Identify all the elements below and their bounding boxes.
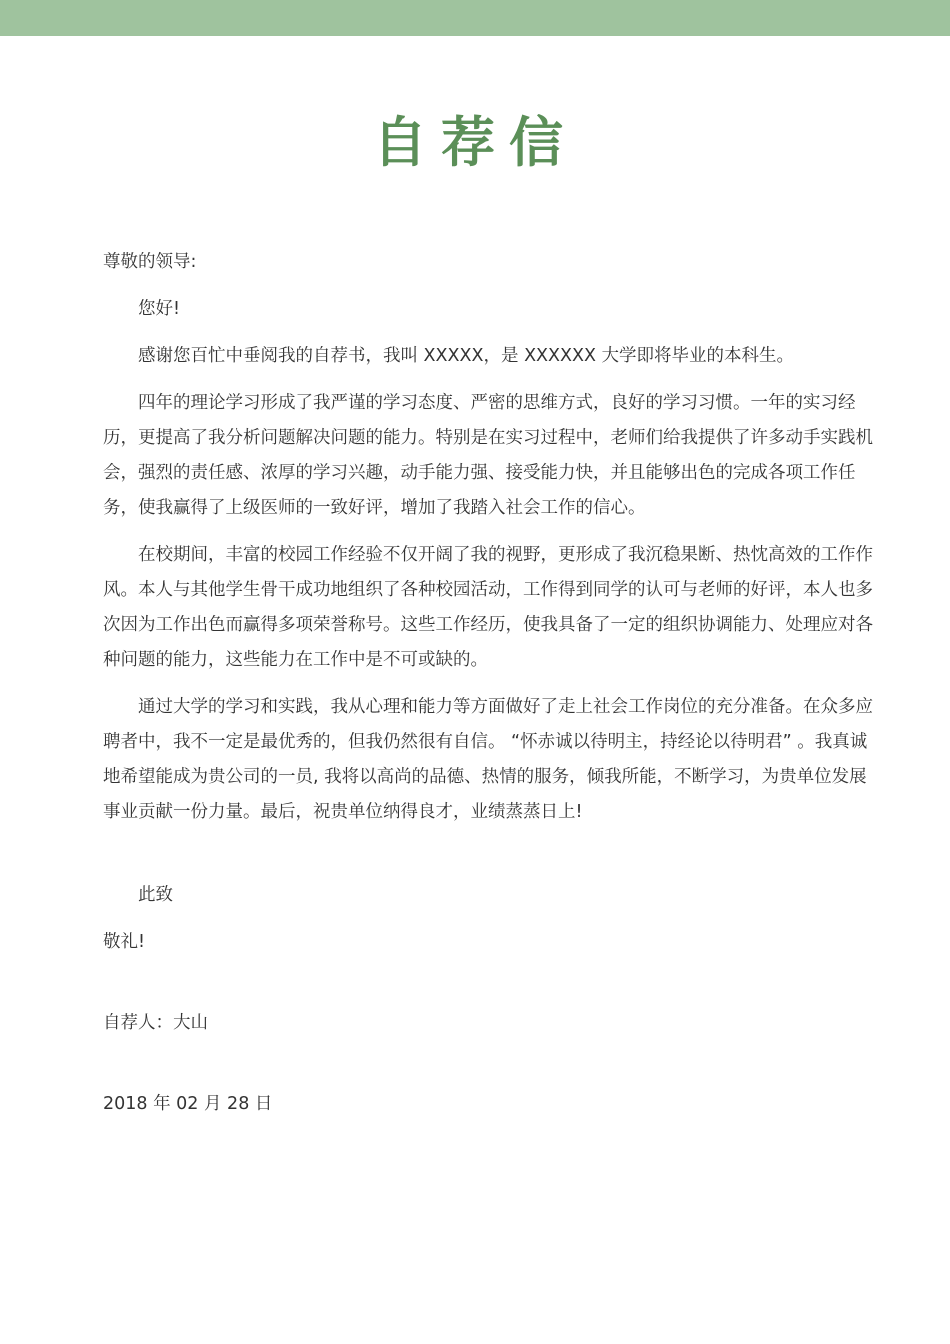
paragraph-study: 四年的理论学习形成了我严谨的学习态度、严密的思维方式，良好的学习习惯。一年的实习经历，更提高了我分析问题解决问题的能力。特别是在实习过程中，老师们给我提供了许多动手实践机会，强烈的责任感、浓厚的学习兴趣，动手能力强、接受能力快，并且能够出色的完成各项工作任务，使我赢得了上级医师的一致好评，增加了我踏入社会工作的信心。 — [103, 393, 873, 518]
closing: 此致 — [138, 885, 173, 905]
letter-date: 2018 年 02 月 28 日 — [103, 1094, 273, 1114]
letter-body — [103, 245, 883, 1122]
letter-title: 自荐信 — [373, 110, 577, 174]
greeting: 您好! — [138, 299, 181, 319]
top-accent-bar — [0, 0, 950, 36]
signature: 自荐人：大山 — [103, 1013, 208, 1033]
paragraph-intro: 感谢您百忙中垂阅我的自荐书，我叫 XXXXX，是 XXXXXX 大学即将毕业的本科生。 — [138, 346, 795, 366]
regards: 敬礼! — [103, 932, 146, 952]
paragraph-campus: 在校期间，丰富的校园工作经验不仅开阔了我的视野，更形成了我沉稳果断、热忱高效的工作作风。本人与其他学生骨干成功地组织了各种校园活动，工作得到同学的认可与老师的好评，本人也多次因为工作出色而赢得多项荣誉称号。这些工作经历，使我具备了一定的组织协调能力、处理应对各种问题的能力，这些能力在工作中是不可或缺的。 — [103, 545, 873, 670]
paragraph-conclusion: 通过大学的学习和实践，我从心理和能力等方面做好了走上社会工作岗位的充分准备。在众多应聘者中，我不一定是最优秀的，但我仍然很有自信。 “怀赤诚以待明主，持经论以待明君” 。我真诚地希望能成为贵公司的一员, 我将以高尚的品德、热情的服务，倾我所能，不断学习，为贵单位发展事业贡献一份力量。最后，祝贵单位纳得良才，业绩蒸蒸日上! — [103, 697, 873, 822]
salutation: 尊敬的领导: — [103, 252, 197, 272]
